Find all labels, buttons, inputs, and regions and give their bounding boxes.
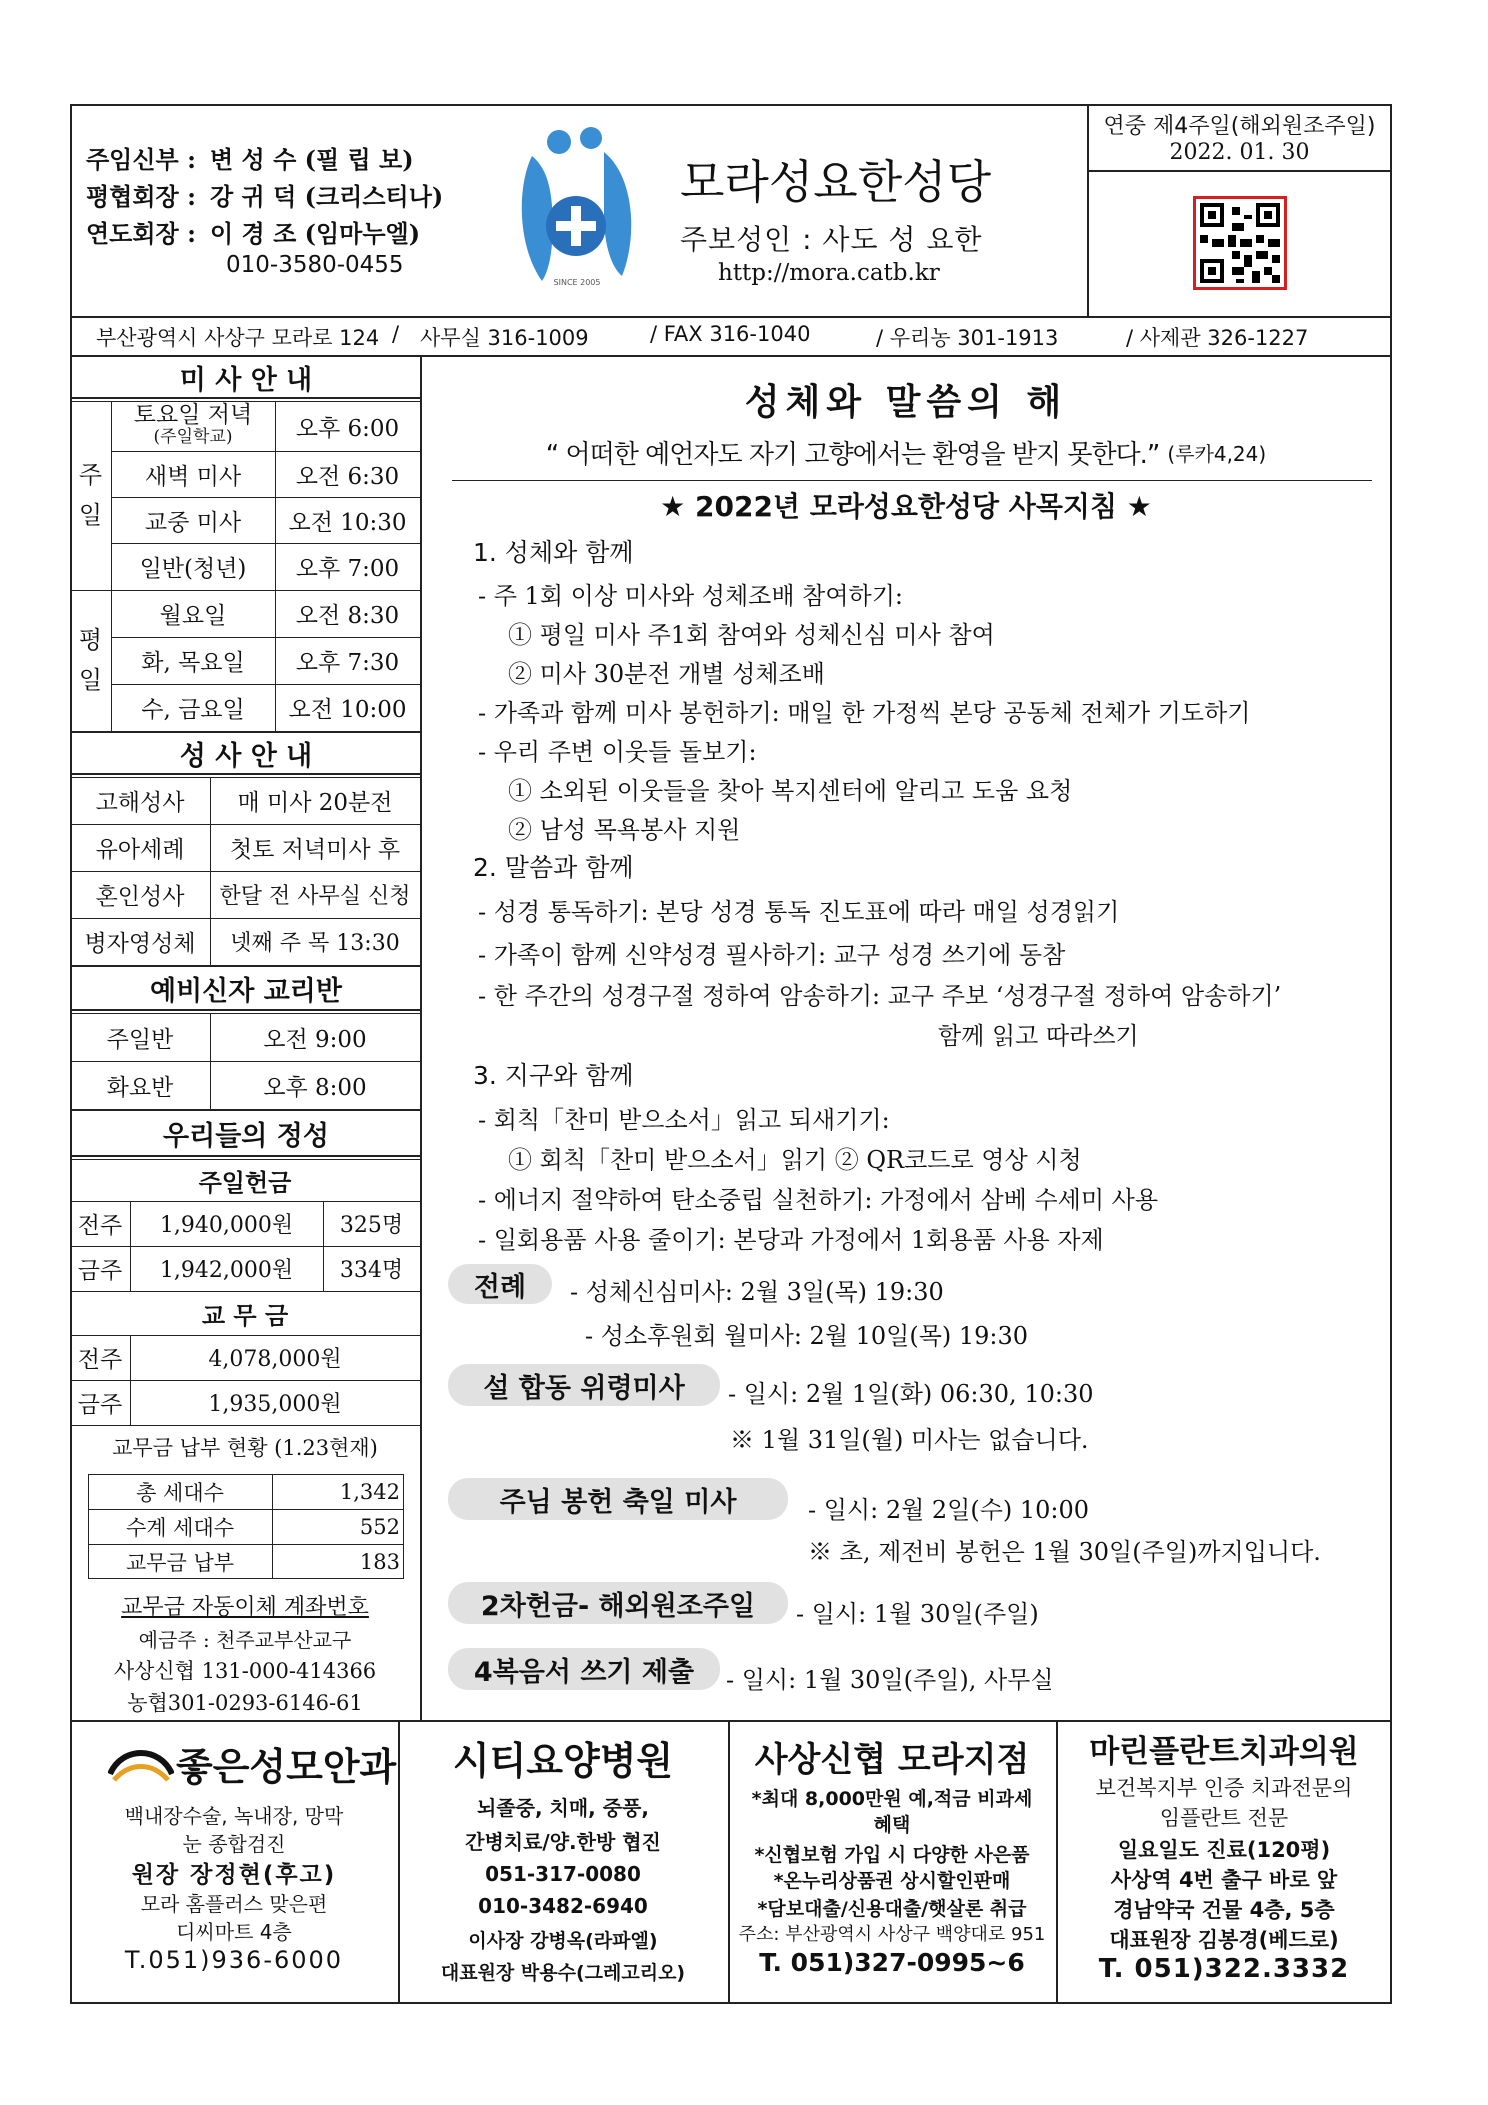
weekday-label-char: 일: [78, 666, 103, 694]
date-box-divider: [1087, 170, 1392, 172]
account-line: 농협301-0293-6146-61: [127, 1691, 363, 1715]
sacrament-info: 첫토 저녁미사 후: [229, 837, 401, 863]
mass-time: 오전 10:30: [288, 509, 407, 536]
ad-phone: T. 051)322.3332: [1098, 1954, 1350, 1984]
offering-title: 우리들의 정성: [72, 1111, 420, 1155]
mass-name-main: 토요일 저녁: [133, 402, 253, 428]
sunday-label-char: 주: [78, 461, 103, 489]
sacrament-name: 병자영성체: [84, 931, 196, 957]
church-logo-graphic: [512, 126, 642, 291]
catechumen-name: 주일반: [106, 1026, 174, 1053]
logo-since-text: SINCE 2005: [553, 278, 601, 287]
notice-line: - 성체신심미사: 2월 3일(목) 19:30: [570, 1278, 944, 1306]
guideline-line: - 가족이 함께 신약성경 필사하기: 교구 성경 쓰기에 동참: [478, 941, 1066, 969]
wurinong-phone: / 우리농 301-1913: [876, 326, 1059, 350]
notice-tag-second-collection: 2차헌금- 해외원조주일: [448, 1582, 788, 1624]
weekday-label-char: 평: [78, 626, 103, 654]
offering-amount: 1,940,000원: [159, 1213, 294, 1238]
staff-name-3: 이 경 조 (임마누엘): [210, 219, 421, 248]
catechumen-time: 오전 9:00: [263, 1026, 367, 1053]
ad-line: 백내장수술, 녹내장, 망막: [124, 1804, 344, 1828]
mass-time: 오전 6:30: [295, 463, 400, 490]
mass-time: 오후 7:00: [295, 556, 400, 582]
offering-count: 325명: [339, 1213, 404, 1238]
quote-text: “ 어떠한 예언자도 자기 고향에서는 환영을 받지 못한다.”: [545, 439, 1160, 470]
ad-title: 시티요양병원: [452, 1739, 674, 1783]
office-phone: 사무실 316-1009: [420, 326, 589, 350]
ad-line: 대표원장 김봉경(베드로): [1109, 1928, 1339, 1952]
mass-schedule-title: 미 사 안 내: [72, 357, 420, 397]
offering-amount: 1,942,000원: [159, 1258, 294, 1283]
staff-role-3: 연도회장 :: [86, 219, 196, 248]
rectory-phone: / 사제관 326-1227: [1126, 326, 1309, 350]
ad-line: 임플란트 전문: [1159, 1806, 1289, 1830]
guideline-line: - 에너지 절약하여 탄소중립 실천하기: 가정에서 삼베 수세미 사용: [478, 1186, 1159, 1214]
qr-code-graphic: [1196, 199, 1284, 287]
guideline-line: - 성경 통독하기: 본당 성경 통독 진도표에 따라 매일 성경읽기: [478, 898, 1120, 926]
mass-time: 오후 7:30: [295, 650, 400, 676]
guideline-line: - 우리 주변 이웃들 돌보기:: [478, 738, 757, 766]
year-title: 성체와 말씀의 해: [744, 381, 1068, 423]
sacrament-name: 고해성사: [95, 790, 185, 816]
sacraments-title: 성 사 안 내: [72, 733, 420, 773]
ad-line: 보건복지부 인증 치과전문의: [1095, 1776, 1353, 1800]
sunday-label-char: 일: [78, 501, 103, 529]
ad-title: 사상신협 모라지점: [754, 1740, 1030, 1780]
address: 부산광역시 사상구 모라로 124: [96, 326, 380, 350]
rule: [70, 397, 420, 399]
guideline-line: - 회칙「찬미 받으소서」읽고 되새기기:: [478, 1106, 890, 1134]
mass-name: 새벽 미사: [144, 463, 242, 490]
sacrament-info: 한달 전 사무실 신청: [219, 884, 411, 909]
sacrament-info: 매 미사 20분전: [237, 790, 393, 816]
ad-line: 010-3482-6940: [478, 1894, 648, 1918]
mass-name: 월요일: [159, 603, 227, 629]
ads-divider: [70, 1720, 1392, 1722]
notice-tag-memorial-mass: 설 합동 위령미사: [448, 1364, 720, 1406]
ad-line: 디씨마트 4층: [176, 1920, 292, 1944]
notice-tag-presentation-mass: 주님 봉헌 축일 미사: [448, 1478, 788, 1520]
church-url[interactable]: http://mora.catb.kr: [718, 260, 940, 286]
pastoral-title: ★ 2022년 모라성요한성당 사목지침 ★: [660, 490, 1152, 523]
offering-count: 334명: [339, 1258, 404, 1283]
dues-title: 교 무 금: [201, 1301, 289, 1330]
ad-title: 좋은성모안과: [176, 1745, 397, 1789]
quote-reference: (루카4,24): [1167, 441, 1267, 466]
quote-underline: [452, 480, 1372, 481]
qr-code[interactable]: [1193, 196, 1287, 290]
status-label: 교무금 납부: [125, 1550, 235, 1575]
mass-time: 오후 6:00: [295, 415, 400, 442]
ad-line: 뇌졸중, 치매, 중풍,: [477, 1796, 649, 1820]
eye-clinic-logo-icon: [108, 1740, 174, 1784]
account-title: 교무금 자동이체 계좌번호: [121, 1594, 369, 1620]
ad-line: 이사장 강병옥(라파엘): [468, 1930, 658, 1952]
guideline-line: - 가족과 함께 미사 봉헌하기: 매일 한 가정씩 본당 공동체 전체가 기도하기: [478, 699, 1251, 727]
catechumen-time: 오후 8:00: [263, 1074, 367, 1101]
guideline-line: - 한 주간의 성경구절 정하여 암송하기: 교구 주보 ‘성경구절 정하여 암송하기’: [478, 982, 1282, 1010]
guideline-line: ① 소외된 이웃들을 찾아 복지센터에 알리고 도움 요청: [508, 777, 1073, 805]
catechumen-name: 화요반: [106, 1074, 174, 1101]
ad-line: 모라 홈플러스 맞은편: [140, 1892, 328, 1916]
dues-amount: 1,935,000원: [208, 1392, 342, 1417]
mass-time: 오전 8:30: [295, 603, 400, 629]
guideline-line: - 일회용품 사용 줄이기: 본당과 가정에서 1회용품 사용 자제: [478, 1226, 1104, 1254]
dues-week-label: 전주: [77, 1347, 123, 1373]
staff-name-1: 변 성 수 (필 립 보): [210, 145, 414, 174]
sunday-label: [70, 455, 111, 535]
dues-amount: 4,078,000원: [208, 1347, 342, 1372]
ad-line: 경남약국 건물 4층, 5층: [1113, 1898, 1335, 1922]
status-value: 183: [359, 1549, 400, 1574]
ad-line: *최대 8,000만원 예,적금 비과세: [751, 1788, 1033, 1810]
offering-week-label: 금주: [77, 1258, 123, 1284]
dues-status-title: 교무금 납부 현황 (1.23현재): [112, 1436, 378, 1460]
account-line: 예금주 : 천주교부산교구: [138, 1627, 352, 1652]
church-name: 모라성요한성당: [680, 155, 992, 209]
ad-phone: T. 051)327-0995~6: [759, 1948, 1025, 1977]
notice-line: - 성소후원회 월미사: 2월 10일(목) 19:30: [585, 1322, 1029, 1350]
status-value: 1,342: [339, 1479, 400, 1504]
sacrament-name: 유아세례: [95, 837, 185, 863]
staff-role-2: 평협회장 :: [86, 182, 196, 211]
notice-line: ※ 초, 제전비 봉헌은 1월 30일(주일)까지입니다.: [808, 1538, 1321, 1566]
guideline-line: - 주 1회 이상 미사와 성체조배 참여하기:: [478, 582, 903, 610]
offering-week-label: 전주: [77, 1213, 123, 1239]
dues-week-label: 금주: [77, 1392, 123, 1418]
gospel-quote: [430, 432, 1382, 472]
ad-line: *온누리상품권 상시할인판매: [773, 1870, 1011, 1892]
notice-line: - 일시: 1월 30일(주일), 사무실: [726, 1666, 1054, 1694]
mass-name: 교중 미사: [144, 509, 242, 536]
ad-line: 원장 장정현(후고): [131, 1862, 337, 1888]
ad-title: 마린플란트치과의원: [1089, 1734, 1359, 1770]
rule: [70, 773, 420, 775]
mass-name: 일반(청년): [139, 556, 247, 582]
left-column-divider: [420, 355, 422, 1720]
ad-line: 051-317-0080: [485, 1862, 641, 1886]
staff-name-2: 강 귀 덕 (크리스티나): [210, 182, 444, 211]
address-separator: /: [392, 322, 400, 346]
sunday-offering-title: 주일헌금: [198, 1168, 292, 1197]
fax-number: / FAX 316-1040: [650, 322, 811, 346]
catechumen-title: 예비신자 교리반: [72, 967, 420, 1009]
section-heading: 2. 말씀과 함께: [473, 853, 634, 882]
patron-saint: 주보성인 : 사도 성 요한: [680, 223, 983, 256]
ad-line: 간병치료/양.한방 협진: [465, 1830, 661, 1854]
bulletin-date: 2022. 01. 30: [1169, 139, 1310, 165]
guideline-line: ② 미사 30분전 개별 성체조배: [508, 660, 825, 688]
status-label: 총 세대수: [136, 1480, 224, 1505]
ad-line: 주소: 부산광역시 사상구 백양대로 951: [738, 1924, 1046, 1945]
account-line: 사상신협 131-000-414366: [113, 1659, 377, 1683]
header-divider: [70, 316, 1392, 318]
ad-line: *담보대출/신용대출/햇살론 취급: [757, 1898, 1027, 1920]
guideline-line: ① 회칙「찬미 받으소서」읽기 ② QR코드로 영상 시청: [508, 1146, 1082, 1174]
ad-line: 사상역 4번 출구 바로 앞: [1110, 1868, 1338, 1892]
mass-time: 오전 10:00: [288, 697, 407, 723]
mass-name: [111, 401, 275, 451]
notice-tag-gospel-writing: 4복음서 쓰기 제출: [448, 1648, 720, 1690]
guideline-line: ① 평일 미사 주1회 참여와 성체신심 미사 참여: [508, 621, 995, 649]
church-phone: 010-3580-0455: [226, 252, 404, 278]
week-label: 연중 제4주일(해외원조주일): [1103, 113, 1376, 139]
section-heading: 3. 지구와 함께: [473, 1061, 634, 1090]
notice-line: - 일시: 1월 30일(주일): [796, 1600, 1039, 1628]
weekday-label: [70, 620, 111, 700]
mass-name: 화, 목요일: [141, 650, 245, 676]
notice-line: - 일시: 2월 2일(수) 10:00: [808, 1496, 1090, 1524]
notice-tag-liturgy: 전례: [448, 1264, 552, 1304]
notice-line: - 일시: 2월 1일(화) 06:30, 10:30: [728, 1380, 1094, 1408]
sacrament-info: 넷째 주 목 13:30: [230, 931, 400, 956]
guideline-line: 함께 읽고 따라쓰기: [938, 1022, 1139, 1050]
ad-phone: T.051)936-6000: [124, 1946, 344, 1974]
guideline-line: ② 남성 목욕봉사 지원: [508, 816, 741, 844]
notice-line: ※ 1월 31일(월) 미사는 없습니다.: [730, 1426, 1089, 1454]
sacrament-name: 혼인성사: [95, 884, 185, 910]
mass-name: 수, 금요일: [141, 697, 245, 723]
mass-name-sub: (주일학교): [153, 427, 233, 447]
staff-role-1: 주임신부 :: [86, 145, 196, 174]
church-logo: [512, 126, 642, 291]
ad-line: 일요일도 진료(120평): [1117, 1838, 1331, 1862]
ad-line: *신협보험 가입 시 다양한 사은품: [754, 1844, 1030, 1866]
ad-line: 대표원장 박용수(그레고리오): [440, 1962, 686, 1984]
ad-line: 혜택: [873, 1814, 911, 1836]
status-label: 수계 세대수: [125, 1515, 235, 1540]
ad-line: 눈 종합검진: [182, 1832, 286, 1856]
rule: [70, 1155, 420, 1157]
status-value: 552: [359, 1514, 400, 1539]
section-heading: 1. 성체와 함께: [473, 538, 634, 567]
rule: [70, 1009, 420, 1011]
rule: [70, 1425, 420, 1426]
